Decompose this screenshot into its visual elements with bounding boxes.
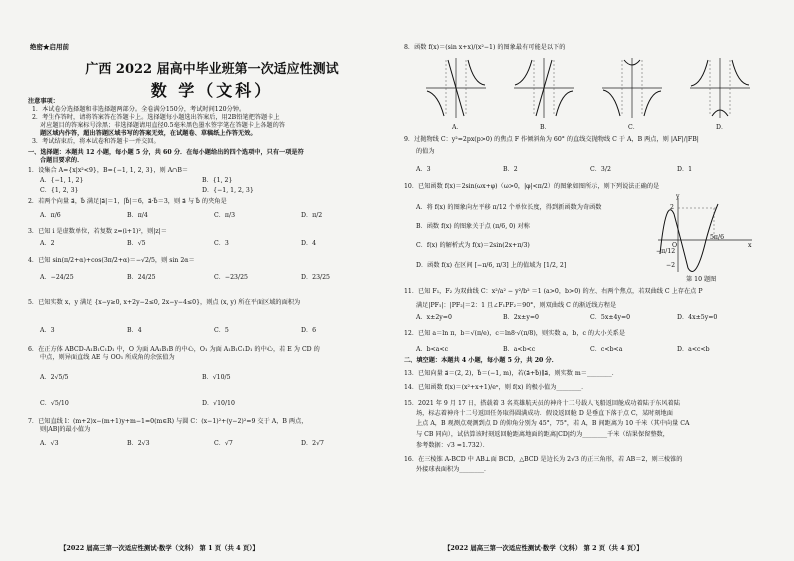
q11-option-b: B．2x±y=0 xyxy=(503,314,539,321)
q5-option-d: D．6 xyxy=(301,327,317,334)
note-2-cont2: 题区域内作答，超出答题区域书写的答案无效，在试题卷、草稿纸上作答无效。 xyxy=(40,130,257,137)
question-8: 8．函数 f(x)＝(sin x+x)/(x²−1) 的图象最有可能是以下的 xyxy=(404,44,566,51)
q7-option-a: A．√3 xyxy=(40,440,59,447)
q2-option-d: D．π/2 xyxy=(301,212,323,219)
page-1 xyxy=(22,0,394,561)
q6-option-c: C．√5/10 xyxy=(40,400,69,407)
q6-option-d: D．√10/10 xyxy=(202,400,235,407)
question-5: 5．已知实数 x，y 满足 {x−y≥0, x+2y−2≤0, 2x−y−4≤0}，则点 (x, y) 所在平面区域的面积为 xyxy=(28,299,301,306)
q5-option-c: C．5 xyxy=(214,327,229,334)
q4-option-d: D．23/25 xyxy=(301,274,330,281)
q9-option-c: C．3/2 xyxy=(590,166,611,173)
question-11-cont: 满足|PF₁|：|PF₂|＝2：1 且∠F₁PF₂＝90°，则双曲线 C 的渐近线方程是 xyxy=(416,302,617,309)
q2-option-c: C．π/3 xyxy=(214,212,236,219)
figure-10-tick-2: 5π/6 xyxy=(710,234,725,241)
question-14: 14．已知函数 f(x)＝(x²+x+1)/eˣ，则 f(x) 的极小值为________． xyxy=(404,384,588,391)
q10-option-c: C．f(x) 的解析式为 f(x)＝2sin(2x+π/3) xyxy=(416,242,530,249)
figure-10-caption: 第 10 题图 xyxy=(686,276,717,283)
question-7: 7．已知直线 l：(m+2)x−(m+1)y+m−1=0(m∈R) 与圆 C：(x−1)²+(y−2)²=9 交于 A，B 两点， xyxy=(28,418,308,425)
q12-option-a: A．b<a<c xyxy=(416,346,449,353)
figure-10-tick-1: −π/12 xyxy=(656,248,676,255)
graph-d xyxy=(688,56,752,120)
q3-option-a: A．2 xyxy=(40,240,55,247)
q5-option-b: B．4 xyxy=(127,327,142,334)
q1-option-a: A．{−1, 1, 2} xyxy=(40,177,84,184)
question-2: 2．若两个向量 a⃗，b⃗ 满足|a⃗|＝1，|b⃗|＝6，a⃗·b⃗＝3，则 a⃗ 与 b⃗ 的夹角是 xyxy=(28,198,227,205)
q8-option-c: C． xyxy=(628,124,639,131)
question-6: 6．在正方体 ABCD-A₁B₁C₁D₁ 中，O 为面 AA₁B₁B 的中心，O₁ 为面 A₁B₁C₁D₁ 的中心，若 E 为 CD 的 xyxy=(28,346,320,353)
figure-10-min-label: −2 xyxy=(666,262,676,269)
q12-option-b: B．a<b<c xyxy=(503,346,536,353)
question-3: 3．已知 i 是虚数单位，若复数 z=(i+1)²，则|z|＝ xyxy=(28,228,167,235)
q11-option-d: D．4x±5y=0 xyxy=(677,314,718,321)
question-12: 12．已知 a＝ln π，b＝√(π/e)，c＝ln8·√(π/8)，则实数 a，b，c 的大小关系是 xyxy=(404,330,626,337)
q9-option-b: B．2 xyxy=(503,166,518,173)
note-2: 2．考生作答时，请将答案答在答题卡上。选择题每小题选出答案后，用2B铅笔把答题卡上 xyxy=(32,114,280,121)
question-15-line-4: 与 CB 同向），试估算该时刻返回舱距离地面的距离|CD|约为________千米（结果保留整数， xyxy=(416,431,669,438)
graph-a xyxy=(424,56,488,120)
question-15-line-5: 参考数据：√3 ≈1.732）． xyxy=(416,442,489,449)
section-1-heading: 一、选择题：本题共 12 小题，每小题 5 分，共 60 分．在每小题给出的四个选项中，只有一项是符 xyxy=(28,149,304,156)
q9-option-a: A．3 xyxy=(416,166,431,173)
q11-option-a: A．x±2y=0 xyxy=(416,314,452,321)
question-10: 10．已知函数 f(x)＝2sin(ωx+φ)（ω>0，|φ|<π/2）的图象如图所示，则下列说法正确的是 xyxy=(404,183,660,190)
q4-option-c: C．−23/25 xyxy=(214,274,248,281)
q7-option-b: B．2√3 xyxy=(127,440,150,447)
q2-option-b: B．π/4 xyxy=(127,212,148,219)
footer-page-2: 【2022 届高三第一次适应性测试·数学（文科） 第 2 页（共 4 页）】 xyxy=(444,544,643,552)
note-2-cont: 对应题目的答案标号涂黑；非选择题请用直径0.5毫米黑色墨水签字笔在答题卡上各题的答 xyxy=(40,122,285,129)
confidential-mark: 绝密★启用前 xyxy=(30,43,69,51)
q12-option-d: D．a<c<b xyxy=(677,346,710,353)
question-9-cont: 的值为 xyxy=(416,148,435,155)
q11-option-c: C．5x±4y=0 xyxy=(590,314,631,321)
exam-title: 广西 2022 届高中毕业班第一次适应性测试 xyxy=(85,62,339,77)
figure-10-y-label: y xyxy=(676,193,680,200)
q8-option-b: B． xyxy=(540,124,551,131)
question-16-line-2: 外接球表面积为________． xyxy=(416,466,491,473)
question-11: 11．已知 F₁，F₂ 为双曲线 C：x²/a² − y²/b² ＝1 (a>0，b>0) 的左、右两个焦点，若双曲线 C 上存在点 P xyxy=(404,288,703,295)
q5-option-a: A．3 xyxy=(40,327,55,334)
question-7-cont: 则|AB|的最小值为 xyxy=(40,426,91,433)
q7-option-d: D．2√7 xyxy=(301,440,324,447)
q12-option-c: C．c<b<a xyxy=(590,346,623,353)
q10-option-a: A．将 f(x) 的图象向左平移 π/12 个单位长度，得到新函数为奇函数 xyxy=(416,204,602,211)
note-3: 3．考试结束后，将本试卷和答题卡一并交回。 xyxy=(32,138,160,145)
section-1-heading-cont: 合题目要求的． xyxy=(40,157,84,164)
question-1: 1．设集合 A={x|x²<9}，B={−1, 1, 2, 3}，则 A∩B＝ xyxy=(28,167,189,174)
graph-b xyxy=(512,56,576,120)
q10-option-b: B．函数 f(x) 的图象关于点 (π/6, 0) 对称 xyxy=(416,223,530,230)
q3-option-c: C．3 xyxy=(214,240,229,247)
figure-10-max-label: 2 xyxy=(670,204,674,211)
note-1: 1．本试卷分选择题和非选择题两部分。全卷满分150分，考试时间120分钟。 xyxy=(32,106,246,113)
question-6-cont: 中点，则异面直线 AE 与 OO₁ 所成角的余弦值为 xyxy=(40,354,175,361)
q2-option-a: A．π/6 xyxy=(40,212,61,219)
subject-title: 数 学（文科） xyxy=(150,81,274,100)
question-16-line-1: 16．在三棱锥 A-BCD 中 AB⊥面 BCD，△BCD 是边长为 2√3 的正三角形，若 AB＝2，则三棱锥的 xyxy=(404,456,683,463)
q8-option-a: A． xyxy=(452,124,463,131)
q7-option-c: C．√7 xyxy=(214,440,233,447)
q4-option-b: B．24/25 xyxy=(127,274,156,281)
q6-option-a: A．2√5/5 xyxy=(40,374,69,381)
q8-option-d: D． xyxy=(716,124,728,131)
figure-10-x-label: x xyxy=(748,242,752,249)
question-4: 4．已知 sin(π/2+α)+cos(3π/2+α)＝−√2/5，则 sin 2α＝ xyxy=(28,257,195,264)
question-15-line-1: 15．2021 年 9 月 17 日，搭载着 3 名英雄航天员的神舟十二号载人飞船返回舱成功着陆于东风着陆 xyxy=(404,400,680,407)
page-2 xyxy=(404,0,776,561)
notes-heading: 注意事项： xyxy=(28,98,59,105)
q9-option-d: D．1 xyxy=(677,166,693,173)
question-15-line-3: 上点 A，B 观测点观测到点 D 的仰角分别为 45°，75°，若 A，B 间距离为 10 千米（其中向量 CA xyxy=(416,420,690,427)
footer-page-1: 【2022 届高三第一次适应性测试·数学（文科） 第 1 页（共 4 页）】 xyxy=(60,544,259,552)
graph-c xyxy=(600,56,664,120)
q1-option-d: D．{−1, 1, 2, 3} xyxy=(202,187,254,194)
question-15-line-2: 场，标志着神舟十二号返回任务取得圆满成功．假设返回舱 D 是垂直下落于点 C，某时刻地面 xyxy=(416,410,673,417)
q4-option-a: A．−24/25 xyxy=(40,274,74,281)
question-9: 9．过抛物线 C：y²=2px(p>0) 的焦点 F 作倾斜角为 60° 的直线交抛物线 C 于 A，B 两点，则 |AF|/|FB| xyxy=(404,136,699,143)
q10-option-d: D．函数 f(x) 在区间 [−π/6, π/3] 上的值域为 [1/2, 2] xyxy=(416,262,567,269)
question-13: 13．已知向量 a⃗＝(2, 2)，b⃗＝(−1, m)，若(a⃗+b⃗)∥a⃗，则实数 m＝________． xyxy=(404,370,618,377)
q3-option-b: B．√5 xyxy=(127,240,146,247)
section-2-heading: 二、填空题：本题共 4 小题，每小题 5 分，共 20 分． xyxy=(404,357,558,364)
q1-option-b: B．{1, 2} xyxy=(202,177,233,184)
q1-option-c: C．{1, 2, 3} xyxy=(40,187,79,194)
q6-option-b: B．√10/5 xyxy=(202,374,231,381)
figure-10-origin: O xyxy=(672,242,678,249)
q3-option-d: D．4 xyxy=(301,240,317,247)
